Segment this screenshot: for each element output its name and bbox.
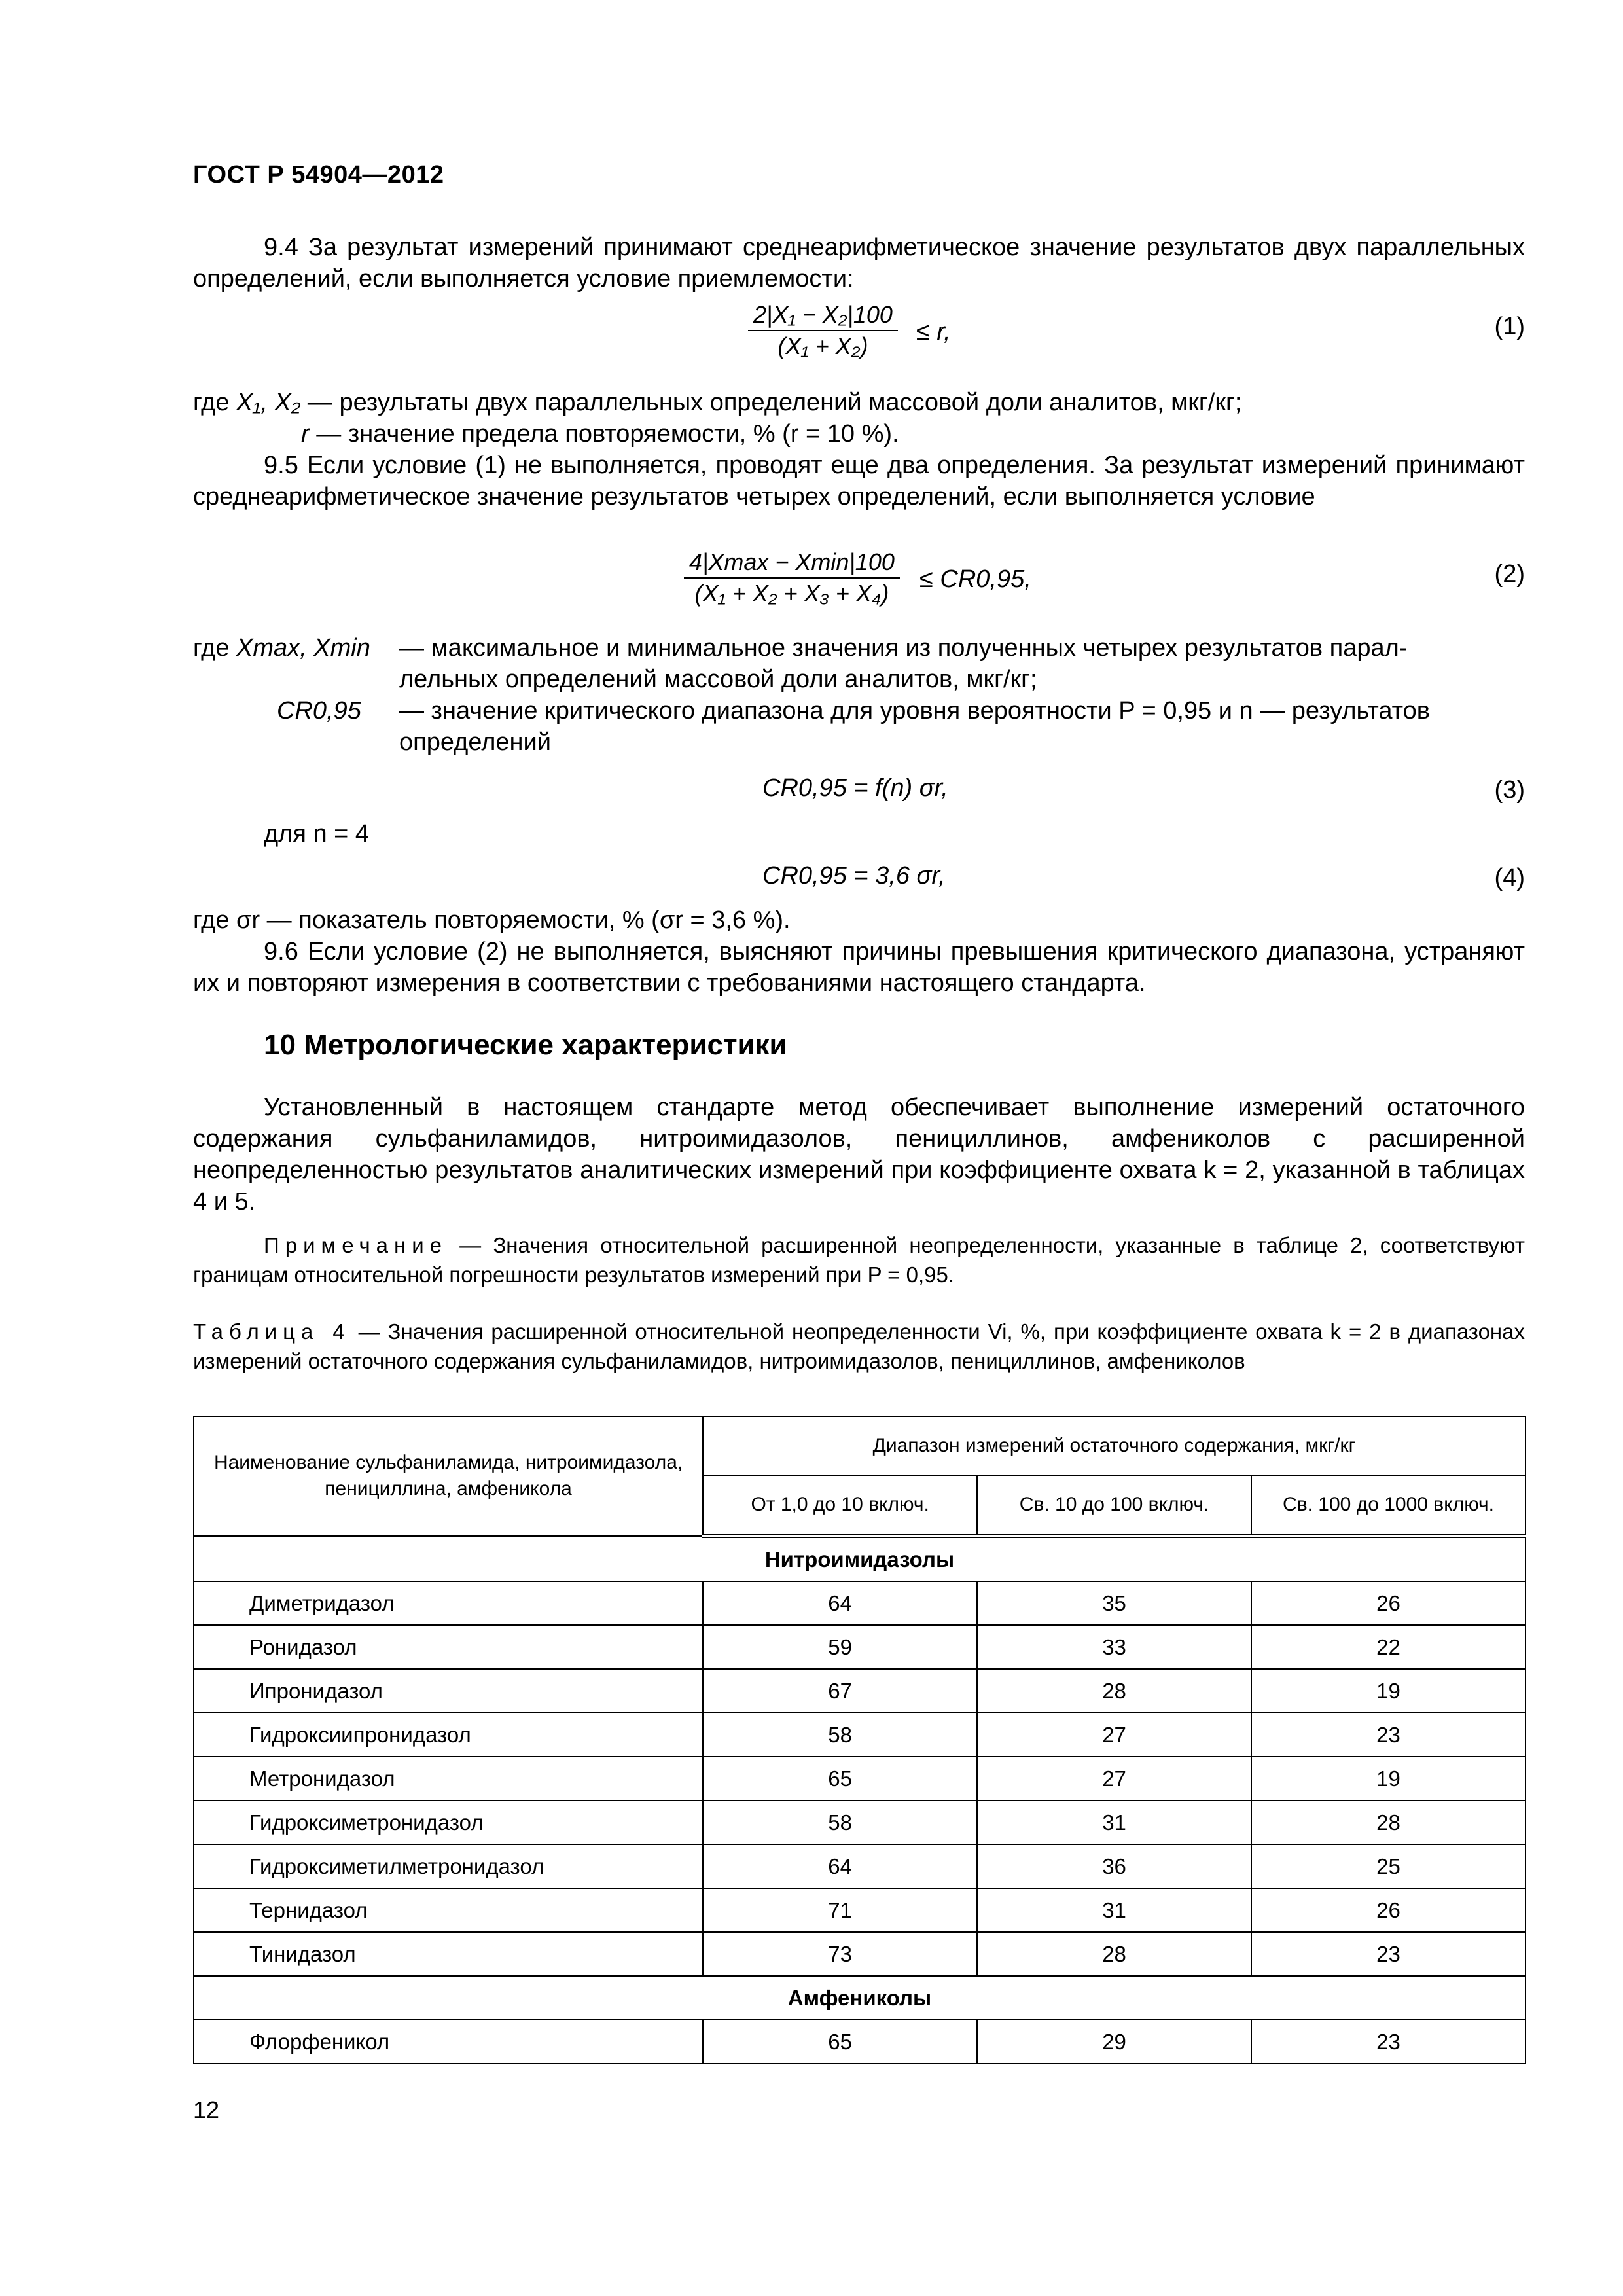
column-header-range: Диапазон измерений остаточного содержания, мкг/кг [703,1416,1525,1475]
column-header-name: Наименование сульфаниламида, нитроимидазола, пенициллина, амфеникола [194,1416,703,1536]
substance-name: Метронидазол [194,1757,703,1801]
table-row [194,1625,1525,1669]
equation-3-number: (3) [1494,776,1525,804]
substance-name: Ронидазол [194,1625,703,1669]
clause-number: 9.4 [264,234,298,261]
value-range-2: 33 [977,1625,1251,1669]
table-row [194,1888,1525,1932]
column-header-range-1: От 1,0 до 10 включ. [703,1475,977,1536]
equation-2-denominator: (X₁ + X₂ + X₃ + X₄) [694,580,889,607]
value-range-1: 67 [703,1669,977,1713]
equation-1-fraction [748,301,898,360]
table-row [194,1844,1525,1888]
substance-name: Гидроксиипронидазол [194,1713,703,1757]
value-range-3: 25 [1251,1844,1525,1888]
table-caption-text: — Значения расширенной относительной неопределенности Vi, %, при коэффициенте охвата k = 2 в диапазонах измерений остаточного содержания сульфаниламидов, нитроимидазолов, пенициллинов, амфениколов [193,1319,1525,1373]
table-label: Таблица 4 [193,1319,351,1344]
value-range-2: 35 [977,1581,1251,1625]
value-range-1: 65 [703,1757,977,1801]
substance-name: Ипронидазол [194,1669,703,1713]
table-4-caption [193,1317,1525,1376]
value-range-2: 28 [977,1932,1251,1976]
symbol-cr095: CR0,95 [277,697,361,725]
value-range-2: 31 [977,1801,1251,1844]
equation-1-numerator: 2|X₁ − X₂|100 [748,301,898,331]
table-row [194,1713,1525,1757]
definition-r [301,418,899,450]
paragraph-9-6 [193,936,1525,999]
equation-2-number: (2) [1494,560,1525,588]
value-range-3: 23 [1251,1932,1525,1976]
value-range-2: 29 [977,2020,1251,2064]
substance-name: Гидроксиметилметронидазол [194,1844,703,1888]
document-code-header: ГОСТ Р 54904—2012 [193,161,444,188]
table-4 [193,1416,1526,2064]
symbol-x1-x2: X₁, X₂ [236,389,301,416]
definition-text: — значение предела повторяемости, % (r = 10 %). [316,420,899,448]
definition-xmax-xmin-line2: лельных определений массовой доли аналитов, мкг/кг; [399,666,1037,693]
table-row [194,1801,1525,1844]
definition-x1-x2 [193,387,1241,418]
symbol-r: r [301,420,310,448]
value-range-2: 27 [977,1757,1251,1801]
table-row [194,2020,1525,2064]
value-range-3: 23 [1251,1713,1525,1757]
value-range-3: 19 [1251,1669,1525,1713]
substance-name: Тинидазол [194,1932,703,1976]
value-range-1: 59 [703,1625,977,1669]
value-range-1: 64 [703,1581,977,1625]
value-range-1: 58 [703,1713,977,1757]
value-range-3: 19 [1251,1757,1525,1801]
definition-sigma-r: где σr — показатель повторяемости, % (σr = 3,6 %). [193,906,791,934]
clause-text: Если условие (2) не выполняется, выясняют причины превышения критического диапазона, устраняют их и повторяют измерения в соответствии с требованиями настоящего стандарта. [193,938,1525,997]
value-range-1: 58 [703,1801,977,1844]
clause-text: Если условие (1) не выполняется, проводят еще два определения. За результат измерений принимают среднеарифметическое значение результатов четырех определений, если выполняется условие [193,452,1525,511]
substance-name: Тернидазол [194,1888,703,1932]
where-label: где [193,389,230,416]
definition-xmax-xmin [193,632,370,664]
value-range-2: 31 [977,1888,1251,1932]
group-title: Нитроимидазолы [194,1536,1525,1582]
column-header-range-2: Св. 10 до 100 включ. [977,1475,1251,1536]
equation-1-number: (1) [1494,313,1525,340]
section-10-title: 10 Метрологические характеристики [264,1029,787,1061]
equation-2-numerator: 4|Xmax − Xmin|100 [684,548,900,579]
equation-1-denominator: (X₁ + X₂) [777,332,868,359]
value-range-1: 73 [703,1932,977,1976]
note-label: Примечание [264,1233,448,1257]
where-label: где [193,634,230,662]
equation-4: CR0,95 = 3,6 σr, [762,862,946,889]
value-range-1: 71 [703,1888,977,1932]
value-range-3: 23 [1251,2020,1525,2064]
value-range-1: 64 [703,1844,977,1888]
value-range-2: 36 [977,1844,1251,1888]
group-row [194,1536,1525,1582]
note-paragraph [193,1230,1525,1289]
value-range-3: 26 [1251,1581,1525,1625]
clause-text: За результат измерений принимают среднеарифметическое значение результатов двух параллельных определений, если выполняется условие приемлемости: [193,234,1525,293]
definition-cr095-line2: определений [399,728,551,756]
value-range-3: 28 [1251,1801,1525,1844]
group-title: Амфениколы [194,1976,1525,2020]
equation-1-tail: ≤ r, [916,318,951,346]
value-range-1: 65 [703,2020,977,2064]
equation-3: CR0,95 = f(n) σr, [762,774,948,802]
clause-number: 9.6 [264,938,298,965]
substance-name: Флорфеникол [194,2020,703,2064]
page-number: 12 [193,2096,220,2123]
value-range-3: 26 [1251,1888,1525,1932]
table-row [194,1757,1525,1801]
paragraph-9-5 [193,450,1525,512]
definition-text: — результаты двух параллельных определений массовой доли аналитов, мкг/кг; [307,389,1242,416]
section-10-intro: Установленный в настоящем стандарте метод обеспечивает выполнение измерений остаточного содержания сульфаниламидов, нитроимидазолов, пенициллинов, амфениколов с расширенной неопределенностью результатов аналитических измерений при коэффициенте охвата k = 2, указанной в таблицах 4 и 5. [193,1094,1525,1215]
column-header-range-3: Св. 100 до 1000 включ. [1251,1475,1525,1536]
symbol-xmax-xmin: Xmax, Xmin [236,634,370,662]
table-row [194,1669,1525,1713]
equation-4-number: (4) [1494,864,1525,891]
equation-2-fraction [684,548,900,607]
substance-name: Гидроксиметронидазол [194,1801,703,1844]
table-row [194,1581,1525,1625]
paragraph-9-4 [193,232,1525,295]
definition-cr095-line1: — значение критического диапазона для уровня вероятности P = 0,95 и n — результатов [399,697,1430,725]
table-row [194,1932,1525,1976]
definition-xmax-xmin-line1: — максимальное и минимальное значения из полученных четырех результатов парал- [399,634,1408,662]
value-range-3: 22 [1251,1625,1525,1669]
clause-number: 9.5 [264,452,298,479]
value-range-2: 28 [977,1669,1251,1713]
substance-name: Диметридазол [194,1581,703,1625]
equation-2-tail: ≤ CR0,95, [919,565,1031,593]
for-n-4-label: для n = 4 [264,820,370,848]
value-range-2: 27 [977,1713,1251,1757]
group-row [194,1976,1525,2020]
note-text: — Значения относительной расширенной неопределенности, указанные в таблице 2, соответствуют границам относительной погрешности результатов измерений при P = 0,95. [193,1233,1525,1287]
